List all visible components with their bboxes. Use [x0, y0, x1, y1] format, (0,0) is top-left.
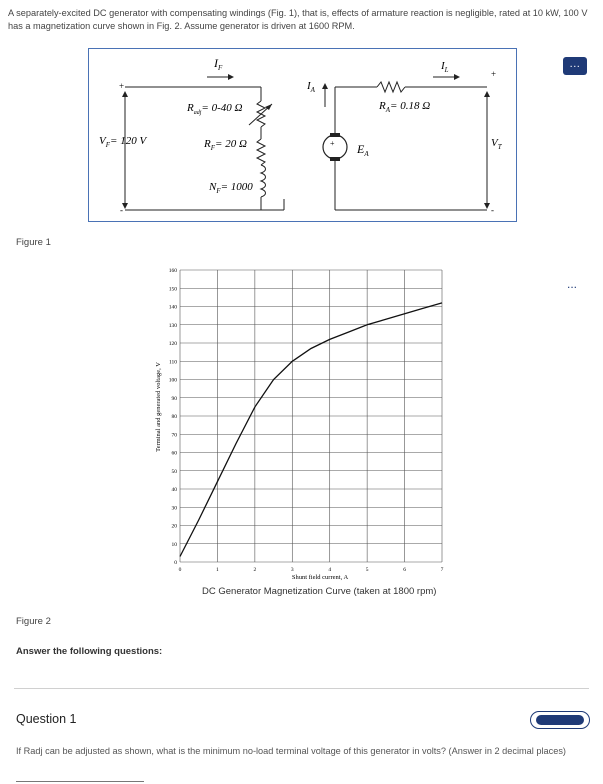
nf-label: $N_F= 1000$: [209, 181, 253, 195]
x-axis-label: Shunt field current, A: [291, 574, 349, 581]
y-tick-label: 130: [168, 322, 177, 329]
divider: [14, 688, 589, 689]
x-tick-label: 7: [440, 567, 444, 573]
y-tick-label: 70: [171, 432, 177, 439]
if-label: $I_F$: [214, 56, 223, 72]
vf-plus-label: +: [119, 81, 125, 91]
x-tick-label: 3: [290, 567, 294, 573]
y-tick-label: 0: [174, 560, 177, 566]
y-tick-label: 40: [171, 487, 177, 493]
answer-following-heading: Answer the following questions:: [16, 646, 163, 657]
problem-statement: A separately-excited DC generator with compensating windings (Fig. 1), that is, effects of armature reaction is negligible, rated at 10 kW, 100 V has a magnetization curve shown in Fig. 2. Assume generator is driven at 1600 RPM.: [8, 8, 588, 31]
answer-input[interactable]: [16, 781, 144, 782]
magnetization-curve: [180, 303, 442, 557]
magnetization-chart: [150, 262, 450, 592]
y-tick-label: 10: [171, 541, 177, 548]
x-tick-label: 5: [365, 567, 369, 573]
y-tick-label: 80: [171, 414, 177, 420]
vt-plus-label: +: [491, 69, 497, 79]
ia-label: $I_A$: [307, 80, 315, 94]
y-tick-label: 20: [171, 523, 177, 530]
chart-ticks: [169, 268, 444, 573]
figure2-caption: DC Generator Magnetization Curve (taken at 1800 rpm): [202, 586, 437, 597]
vf-minus-label: -: [120, 205, 123, 215]
y-tick-label: 110: [168, 359, 177, 366]
question-text: If Radj can be adjusted as shown, what is the minimum no-load terminal voltage of this generator in volts? (Answer in 2 decimal places): [16, 746, 566, 756]
x-tick-label: 2: [253, 567, 257, 573]
y-tick-label: 90: [171, 395, 177, 402]
il-label: $I_L$: [441, 60, 449, 74]
more-options-button[interactable]: ...: [563, 57, 587, 75]
x-tick-label: 6: [403, 567, 406, 573]
more-options-button-2[interactable]: ...: [566, 277, 577, 291]
rf-label: $R_F= 20$ Ω: [204, 138, 247, 152]
y-tick-label: 60: [171, 450, 177, 457]
y-tick-label: 30: [171, 505, 177, 512]
ea-label: $E_A$: [357, 142, 369, 158]
figure1-label: Figure 1: [16, 237, 51, 248]
x-tick-label: 1: [216, 567, 219, 573]
vt-minus-label: -: [491, 205, 494, 215]
circuit-figure: [88, 48, 517, 222]
y-tick-label: 160: [168, 268, 177, 274]
ea-plus-label: +: [330, 139, 335, 148]
y-tick-label: 150: [168, 286, 177, 293]
y-tick-label: 120: [168, 341, 177, 347]
x-tick-label: 4: [328, 567, 332, 573]
y-tick-label: 140: [168, 304, 177, 311]
figure2-label: Figure 2: [16, 616, 51, 627]
x-tick-label: 0: [178, 567, 182, 573]
radj-label: $R_{adj}= 0-40$ Ω: [187, 102, 243, 116]
question-title: Question 1: [16, 712, 77, 726]
question-status-badge: [530, 711, 590, 729]
vt-label: $V_T$: [491, 137, 502, 151]
vf-label: $V_F= 120$ V: [99, 135, 147, 149]
y-axis-label: Terminal and generated voltage, V: [155, 362, 162, 452]
y-tick-label: 50: [171, 468, 177, 475]
y-tick-label: 100: [168, 377, 177, 384]
ra-label: $R_A= 0.18$ Ω: [379, 100, 431, 114]
circuit-diagram: [89, 49, 516, 221]
